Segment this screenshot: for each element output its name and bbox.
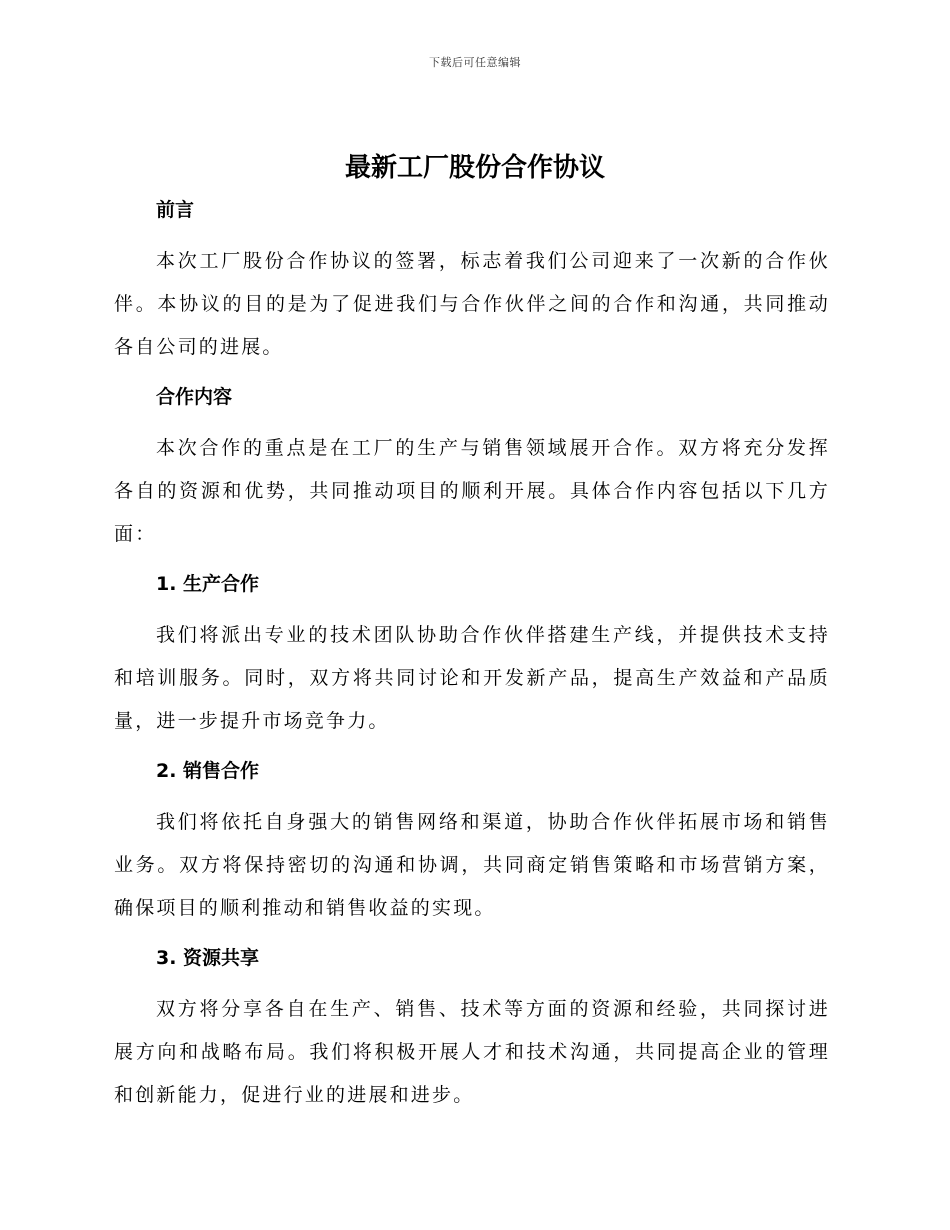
section-cooperation-content: [114, 383, 830, 570]
section-heading: 1. 生产合作: [156, 573, 260, 595]
section-paragraph: 双方将分享各自在生产、销售、技术等方面的资源和经验，共同探讨进展方向和战略布局。我们将积极开展人才和技术沟通，共同提高企业的管理和创新能力，促进行业的进展和进步。: [114, 998, 830, 1106]
section-paragraph: 我们将依托自身强大的销售网络和渠道，协助合作伙伴拓展市场和销售业务。双方将保持密切的沟通和协调，共同商定销售策略和市场营销方案，确保项目的顺利推动和销售收益的实现。: [114, 811, 830, 919]
document-body: [114, 196, 830, 1117]
section-paragraph: 我们将派出专业的技术团队协助合作伙伴搭建生产线，并提供技术支持和培训服务。同时，双方将共同讨论和开发新产品，提高生产效益和产品质量，进一步提升市场竞争力。: [114, 624, 830, 732]
page-header: 下载后可任意编辑: [429, 56, 521, 69]
section-resource-sharing: [114, 944, 830, 1117]
section-heading: 前言: [156, 199, 195, 221]
section-preface: [114, 196, 830, 383]
section-paragraph: 本次合作的重点是在工厂的生产与销售领域展开合作。双方将充分发挥各自的资源和优势，共同推动项目的顺利开展。具体合作内容包括以下几方面：: [114, 437, 830, 545]
section-heading: 3. 资源共享: [156, 947, 260, 969]
section-sales-cooperation: [114, 757, 830, 944]
section-production-cooperation: [114, 570, 830, 757]
section-paragraph: 本次工厂股份合作协议的签署，标志着我们公司迎来了一次新的合作伙伴。本协议的目的是为了促进我们与合作伙伴之间的合作和沟通，共同推动各自公司的进展。: [114, 250, 830, 358]
document-title: 最新工厂股份合作协议: [344, 153, 605, 183]
section-heading: 合作内容: [156, 386, 233, 408]
section-heading: 2. 销售合作: [156, 760, 260, 782]
